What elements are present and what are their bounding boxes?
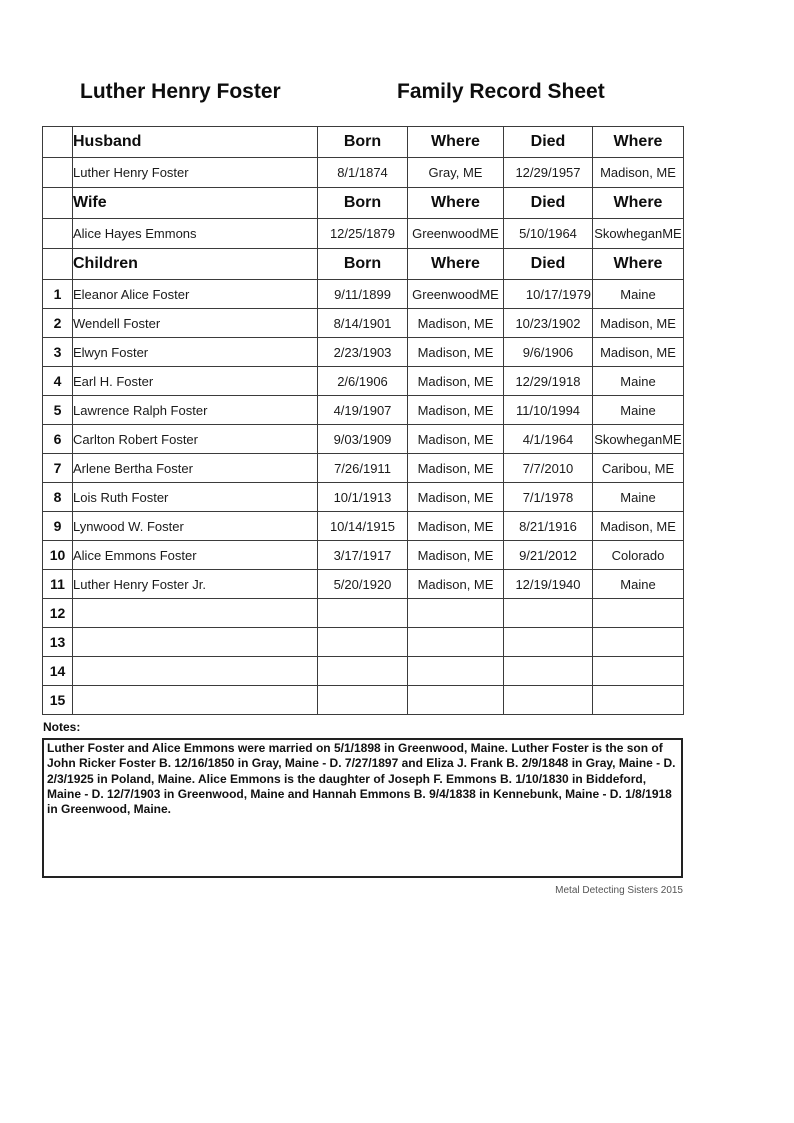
born-where-cell: Madison, ME [408,570,504,599]
born-where-cell [408,657,504,686]
died-cell [504,599,593,628]
born-cell: 2/6/1906 [318,367,408,396]
died-cell: 12/29/1918 [504,367,593,396]
born-where-cell: Madison, ME [408,541,504,570]
died-cell: 10/17/1979 [504,280,593,309]
died-where-cell: SkowheganME [593,219,684,249]
page-title-sheet-name: Family Record Sheet [397,80,605,103]
died-where-header: Where [593,188,684,219]
row-number-cell: 3 [43,338,73,367]
died-cell: 5/10/1964 [504,219,593,249]
died-where-cell: Maine [593,367,684,396]
died-cell: 10/23/1902 [504,309,593,338]
table-row [43,628,684,657]
row-number-cell [43,219,73,249]
name-cell [73,657,318,686]
family-record-table-body [43,127,684,715]
row-number-cell: 8 [43,483,73,512]
name-cell: Alice Emmons Foster [73,541,318,570]
born-where-cell: Madison, ME [408,512,504,541]
name-cell [73,628,318,657]
died-cell: 11/10/1994 [504,396,593,425]
born-cell: 7/26/1911 [318,454,408,483]
died-where-cell [593,628,684,657]
died-cell [504,628,593,657]
died-cell: 7/7/2010 [504,454,593,483]
row-number-cell: 7 [43,454,73,483]
born-where-cell [408,628,504,657]
died-where-cell: Madison, ME [593,512,684,541]
table-row [43,657,684,686]
family-record-table [42,126,684,715]
born-where-cell: GreenwoodME [408,280,504,309]
died-where-header: Where [593,127,684,158]
died-cell: 8/21/1916 [504,512,593,541]
born-where-cell: Madison, ME [408,483,504,512]
born-where-cell: Madison, ME [408,338,504,367]
table-row [43,454,684,483]
born-where-cell: Madison, ME [408,396,504,425]
table-row [43,309,684,338]
died-where-cell: Maine [593,396,684,425]
died-cell: 9/21/2012 [504,541,593,570]
born-cell: 8/1/1874 [318,158,408,188]
name-cell: Carlton Robert Foster [73,425,318,454]
row-number-cell: 6 [43,425,73,454]
row-number-cell: 12 [43,599,73,628]
died-where-cell: Maine [593,570,684,599]
table-row [43,338,684,367]
born-where-cell: Madison, ME [408,309,504,338]
born-where-header: Where [408,127,504,158]
died-where-cell: Maine [593,280,684,309]
died-cell: 7/1/1978 [504,483,593,512]
born-where-cell: Gray, ME [408,158,504,188]
notes-text: Luther Foster and Alice Emmons were married on 5/1/1898 in Greenwood, Maine. Luther Foster is the son of John Ricker Foster B. 12/16/1850 in Gray, Maine - D. 7/27/1897 and Eliza J. Frank B. 2/9/1848 in Gray, Maine - D. 2/3/1925 in Poland, Maine. Alice Emmons is the daughter of Joseph F. Emmons B. 1/10/1830 in Biddeford, Maine - D. 12/7/1903 in Greenwood, Maine and Hannah Emmons B. 9/4/1838 in Kennebunk, Maine - D. 1/8/1918 in Greenwood, Maine. [47,741,676,817]
table-row [43,280,684,309]
row-number-cell: 15 [43,686,73,715]
born-cell [318,599,408,628]
name-cell: Lynwood W. Foster [73,512,318,541]
born-cell: 10/14/1915 [318,512,408,541]
section-label-husband: Husband [73,127,318,158]
died-cell: 12/19/1940 [504,570,593,599]
born-cell: 9/11/1899 [318,280,408,309]
name-cell: Lois Ruth Foster [73,483,318,512]
row-number-cell: 10 [43,541,73,570]
born-cell: 4/19/1907 [318,396,408,425]
section-label-wife: Wife [73,188,318,219]
row-number-cell: 11 [43,570,73,599]
born-cell: 2/23/1903 [318,338,408,367]
died-where-cell: SkowheganME [593,425,684,454]
name-cell: Arlene Bertha Foster [73,454,318,483]
table-row [43,219,684,249]
footer-credit: Metal Detecting Sisters 2015 [555,885,683,896]
died-where-cell: Colorado [593,541,684,570]
row-number-cell: 5 [43,396,73,425]
born-where-cell: Madison, ME [408,454,504,483]
name-cell: Earl H. Foster [73,367,318,396]
row-number-cell: 2 [43,309,73,338]
row-number-cell [43,249,73,280]
born-cell [318,628,408,657]
died-header: Died [504,249,593,280]
born-where-cell: Madison, ME [408,367,504,396]
died-where-cell: Caribou, ME [593,454,684,483]
row-number-cell [43,188,73,219]
table-row [43,686,684,715]
row-number-cell: 4 [43,367,73,396]
born-cell: 10/1/1913 [318,483,408,512]
died-where-cell: Madison, ME [593,338,684,367]
table-row [43,158,684,188]
died-header: Died [504,127,593,158]
born-cell: 12/25/1879 [318,219,408,249]
name-cell: Elwyn Foster [73,338,318,367]
name-cell [73,599,318,628]
died-where-cell: Maine [593,483,684,512]
table-row [43,570,684,599]
died-where-cell: Madison, ME [593,158,684,188]
died-cell: 4/1/1964 [504,425,593,454]
born-cell [318,657,408,686]
table-row [43,541,684,570]
name-cell: Luther Henry Foster [73,158,318,188]
table-row [43,512,684,541]
notes-label: Notes: [43,720,81,734]
table-row [43,367,684,396]
born-header: Born [318,249,408,280]
row-number-cell: 1 [43,280,73,309]
born-cell: 5/20/1920 [318,570,408,599]
table-row [43,425,684,454]
born-where-cell [408,599,504,628]
born-cell: 8/14/1901 [318,309,408,338]
row-number-cell [43,127,73,158]
born-where-header: Where [408,188,504,219]
name-cell: Wendell Foster [73,309,318,338]
died-where-cell [593,599,684,628]
name-cell: Alice Hayes Emmons [73,219,318,249]
died-cell [504,686,593,715]
born-cell: 9/03/1909 [318,425,408,454]
section-label-children: Children [73,249,318,280]
died-where-cell [593,686,684,715]
row-number-cell [43,158,73,188]
died-where-header: Where [593,249,684,280]
page-title-person-name: Luther Henry Foster [80,80,281,103]
born-header: Born [318,127,408,158]
died-header: Died [504,188,593,219]
table-row [43,483,684,512]
section-header-row-children [43,249,684,280]
born-cell: 3/17/1917 [318,541,408,570]
section-header-row-wife [43,188,684,219]
born-where-cell: Madison, ME [408,425,504,454]
page-title [0,80,794,108]
name-cell: Lawrence Ralph Foster [73,396,318,425]
died-where-cell [593,657,684,686]
born-where-header: Where [408,249,504,280]
died-cell: 12/29/1957 [504,158,593,188]
section-header-row-husband [43,127,684,158]
born-header: Born [318,188,408,219]
table-row [43,599,684,628]
died-cell: 9/6/1906 [504,338,593,367]
name-cell: Eleanor Alice Foster [73,280,318,309]
born-where-cell [408,686,504,715]
row-number-cell: 13 [43,628,73,657]
table-row [43,396,684,425]
notes-box [42,738,683,878]
born-where-cell: GreenwoodME [408,219,504,249]
name-cell [73,686,318,715]
row-number-cell: 9 [43,512,73,541]
died-cell [504,657,593,686]
name-cell: Luther Henry Foster Jr. [73,570,318,599]
born-cell [318,686,408,715]
died-where-cell: Madison, ME [593,309,684,338]
row-number-cell: 14 [43,657,73,686]
